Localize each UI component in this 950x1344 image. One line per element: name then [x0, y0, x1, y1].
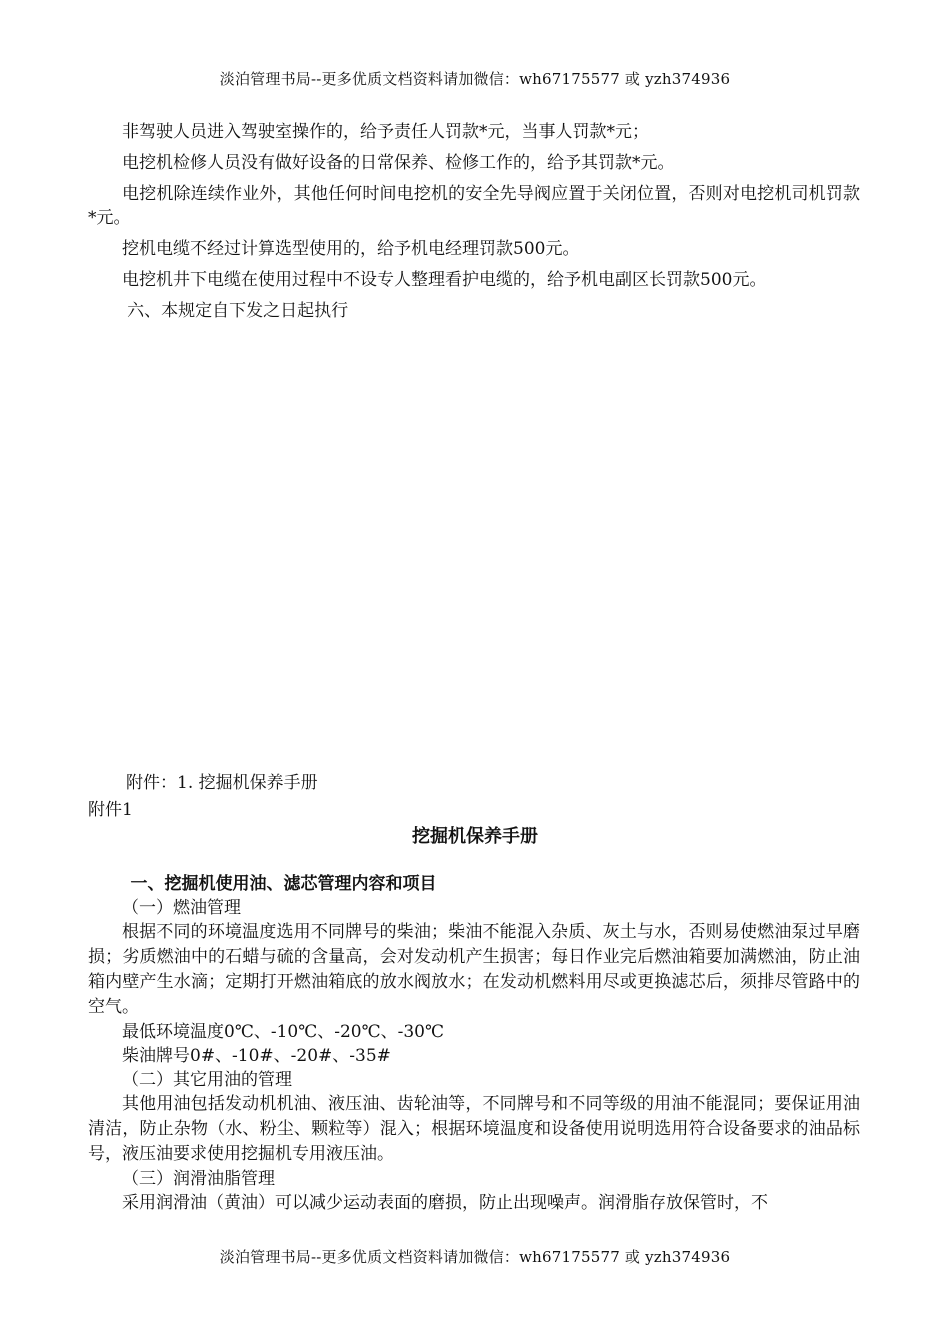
paragraph: 挖机电缆不经过计算选型使用的，给予机电经理罚款500元。 — [122, 239, 580, 259]
paragraph: 电挖机除连续作业外，其他任何时间电挖机的安全先导阀应置于关闭位置，否则对电挖机司机罚款*元。 — [88, 184, 860, 228]
section-six: 六、本规定自下发之日起执行 — [127, 301, 349, 321]
diesel-grade-line: 柴油牌号0#、-10#、-20#、-35# — [122, 1046, 391, 1066]
top-section — [88, 120, 860, 323]
page-footer: 淡泊管理书局--更多优质文档资料请加微信：wh67175577 或 yzh374936 — [219, 1248, 731, 1266]
page-header: 淡泊管理书局--更多优质文档资料请加微信：wh67175577 或 yzh374936 — [219, 70, 731, 88]
attachment-line: 附件：1. 挖掘机保养手册 — [126, 773, 318, 793]
attachment-label: 附件1 — [88, 800, 133, 820]
section-heading: 一、挖掘机使用油、滤芯管理内容和项目 — [130, 874, 437, 894]
paragraph: 根据不同的环境温度选用不同牌号的柴油；柴油不能混入杂质、灰土与水，否则易使燃油泵过早磨损；劣质燃油中的石蜡与硫的含量高，会对发动机产生损害；每日作业完后燃油箱要加满燃油，防止油箱内壁产生水滴；定期打开燃油箱底的放水阀放水；在发动机燃料用尽或更换滤芯后，须排尽管路中的空气。 — [88, 922, 860, 1017]
document-title: 挖掘机保养手册 — [412, 826, 538, 847]
subsection-heading: （二）其它用油的管理 — [122, 1070, 292, 1090]
subsection-heading: （一）燃油管理 — [122, 898, 241, 918]
paragraph: 采用润滑油（黄油）可以减少运动表面的磨损，防止出现噪声。润滑脂存放保管时，不 — [122, 1193, 768, 1213]
paragraph: 其他用油包括发动机机油、液压油、齿轮油等，不同牌号和不同等级的用油不能混同；要保证用油清洁，防止杂物（水、粉尘、颗粒等）混入；根据环境温度和设备使用说明选用符合设备要求的油品标号，液压油要求使用挖掘机专用液压油。 — [88, 1094, 860, 1164]
paragraph: 电挖机检修人员没有做好设备的日常保养、检修工作的，给予其罚款*元。 — [122, 153, 675, 173]
temperature-line: 最低环境温度0℃、-10℃、-20℃、-30℃ — [122, 1022, 445, 1042]
subsection-heading: （三）润滑油脂管理 — [122, 1169, 275, 1189]
paragraph: 电挖机井下电缆在使用过程中不设专人整理看护电缆的，给予机电副区长罚款500元。 — [122, 270, 767, 290]
manual-body — [88, 872, 860, 1215]
paragraph: 非驾驶人员进入驾驶室操作的，给予责任人罚款*元，当事人罚款*元； — [122, 122, 649, 142]
